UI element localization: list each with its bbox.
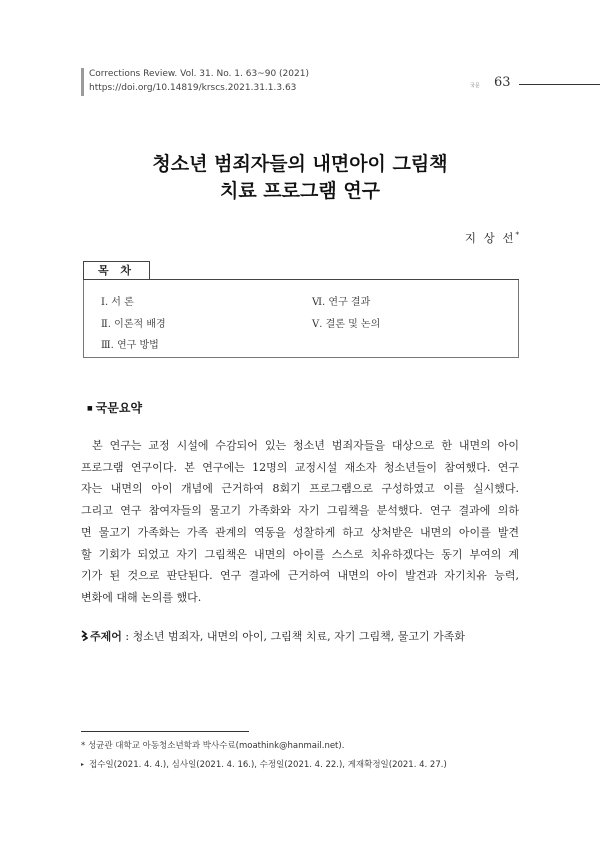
author-name: 지 상 선 <box>464 231 516 245</box>
toc-item-method[interactable]: Ⅲ. 연구 방법 <box>101 340 159 351</box>
abstract-heading <box>87 399 142 416</box>
keywords-separator: : <box>125 630 130 643</box>
abstract-line: 본 연구는 교정 시설에 수감되어 있는 청소년 범죄자들을 대상으로 한 내면의 아이 <box>92 439 519 452</box>
keywords-list: 청소년 범죄자, 내면의 아이, 그림책 치료, 자기 그림책, 물고기 가족화 <box>132 630 465 643</box>
keyword-marker-icon <box>81 630 88 641</box>
header-accent-bar <box>81 68 84 96</box>
footnote-affiliation <box>81 739 344 751</box>
abstract-line: 기가 된 것으로 판단된다. 연구 결과에 근거하여 내면의 아이 발견과 자기치유 능력, <box>81 569 519 583</box>
keywords <box>81 628 465 644</box>
doi-link[interactable]: https://doi.org/10.14819/krscs.2021.31.1.3.63 <box>89 83 297 93</box>
keywords-label: 주제어 <box>90 630 122 643</box>
abstract-line: 변화에 대해 논의를 했다. <box>81 590 202 604</box>
square-bullet-icon: ■ <box>87 405 93 412</box>
abstract-line: 그리고 연구 참여자들의 물고기 가족화와 자기 그림책을 분석했다. 연구 결과에 의하 <box>81 504 519 518</box>
page-number-rule <box>519 84 600 85</box>
author-note-mark: * <box>515 231 519 240</box>
author <box>465 230 519 246</box>
abstract-body <box>81 435 519 609</box>
paper-title-line-1: 청소년 범죄자들의 내면아이 그림책 <box>152 153 448 175</box>
toc-item-introduction[interactable]: Ⅰ. 서 론 <box>101 297 134 308</box>
submission-dates: 접수일(2021. 4. 4.), 심사일(2021. 4. 16.), 수정일(2021. 4. 22.), 게재확정일(2021. 4. 27.) <box>89 760 447 770</box>
section-mark: 국문 <box>470 83 480 89</box>
footnote-rule <box>81 731 249 732</box>
abstract-line: 할 기회가 되었고 자기 그림책은 내면의 아이를 스스로 치유하겠다는 동기 부여의 계 <box>81 547 519 561</box>
page-number: 63 <box>494 75 511 90</box>
journal-citation: Corrections Review. Vol. 31. No. 1. 63~90 (2021) <box>89 69 309 79</box>
toc-item-results[interactable]: Ⅵ. 연구 결과 <box>312 297 371 308</box>
citation-block <box>89 67 389 95</box>
abstract-line: 자는 내면의 아이 개념에 근거하여 8회기 프로그램으로 구성하였고 이를 실시했다. <box>81 482 519 496</box>
author-affiliation: 성균관 대학교 아동청소년학과 박사수료(moathink@hanmail.net). <box>87 741 345 751</box>
abstract-line: 프로그램 연구이다. 본 연구에는 12명의 교정시설 재소자 청소년들이 참여했다. 연구 <box>81 460 519 474</box>
footnote-mark: * <box>81 741 86 751</box>
abstract-heading-text: 국문요약 <box>95 401 143 415</box>
toc-item-discussion[interactable]: Ⅴ. 결론 및 논의 <box>312 319 381 330</box>
paper-title-line-2: 치료 프로그램 연구 <box>219 180 381 202</box>
triangle-bullet-icon: ▸ <box>81 761 85 768</box>
toc-item-theory[interactable]: Ⅱ. 이론적 배경 <box>101 319 166 330</box>
footnote-dates <box>81 758 447 770</box>
toc-label: 목 차 <box>83 261 150 280</box>
abstract-line: 면 물고기 가족화는 가족 관계의 역동을 성찰하게 하고 상처받은 내면의 아이를 발견 <box>81 525 519 539</box>
